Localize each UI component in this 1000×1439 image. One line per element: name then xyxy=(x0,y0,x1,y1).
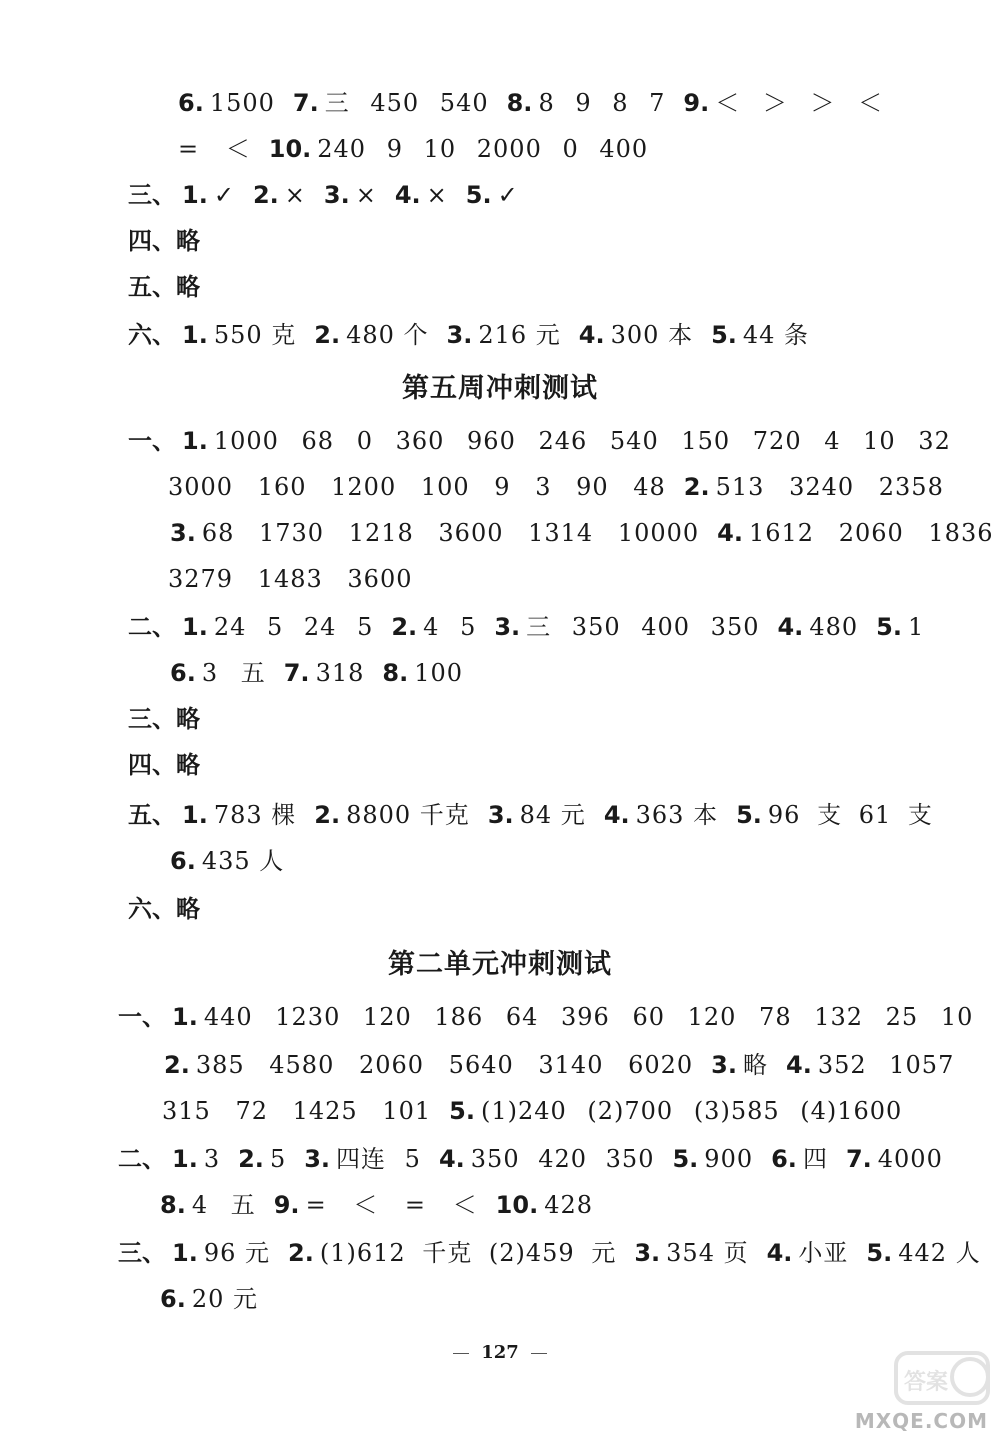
item-number: 4. xyxy=(603,801,630,829)
answer-line xyxy=(128,894,200,924)
answer-line xyxy=(164,518,994,548)
answer-line xyxy=(164,846,284,876)
answer-value: (1)612 千克 (2)459 元 xyxy=(319,1239,617,1267)
section-label: 三、 xyxy=(128,181,176,209)
answer-line xyxy=(118,1238,981,1268)
answer-value: 3 五 xyxy=(201,659,266,687)
item-number: 1. xyxy=(182,801,208,829)
answer-value: 315 72 1425 101 xyxy=(162,1097,432,1125)
item-number: 2. xyxy=(252,181,279,209)
item-number: 1. xyxy=(182,321,208,349)
item-number: 1. xyxy=(182,427,208,455)
item-number: 5. xyxy=(672,1145,699,1173)
item-number: 8. xyxy=(506,89,533,117)
answer-value: 略 xyxy=(743,1051,768,1079)
item-number: 3. xyxy=(170,519,196,547)
answer-value: 216 元 xyxy=(478,321,561,349)
item-number: 9. xyxy=(683,89,710,117)
answer-value: 96 元 xyxy=(203,1239,270,1267)
watermark-text: MXQE.COM xyxy=(854,1409,988,1433)
answer-line xyxy=(158,1050,954,1080)
answer-value: 44 条 xyxy=(742,321,810,349)
answer-value: 96 支 61 支 xyxy=(767,801,933,829)
item-number: 8. xyxy=(382,659,409,687)
item-number: 3. xyxy=(634,1239,661,1267)
item-number: 7. xyxy=(845,1145,872,1173)
item-number: 5. xyxy=(465,181,492,209)
item-number: 2. xyxy=(238,1145,264,1173)
answer-line xyxy=(168,564,413,594)
answer-value: × xyxy=(355,181,377,209)
answer-value: 略 xyxy=(176,273,200,301)
answer-value: 四连 5 xyxy=(336,1145,421,1173)
item-number: 2. xyxy=(164,1051,190,1079)
answer-value: 5 xyxy=(269,1145,287,1173)
answer-value: 20 元 xyxy=(191,1285,258,1313)
item-number: 4. xyxy=(786,1051,812,1079)
answer-line xyxy=(154,1284,258,1314)
item-number: 3. xyxy=(494,613,521,641)
answer-value: 354 页 xyxy=(666,1239,749,1267)
answer-value: 4 五 xyxy=(191,1191,256,1219)
item-number: 7. xyxy=(283,659,310,687)
answer-value: 1 xyxy=(907,613,925,641)
answer-value: 480 个 xyxy=(346,321,429,349)
section-title: 第二单元冲刺测试 xyxy=(388,949,612,980)
item-number: 5. xyxy=(876,613,902,641)
answer-value: 350 420 350 xyxy=(470,1145,655,1173)
item-number: 6. xyxy=(771,1145,797,1173)
item-number: 2. xyxy=(314,321,341,349)
answer-line xyxy=(128,180,519,210)
item-number: 10. xyxy=(495,1191,539,1219)
item-number: 3. xyxy=(323,181,350,209)
answer-value: 550 克 xyxy=(213,321,297,349)
answer-value: 352 1057 xyxy=(817,1051,955,1079)
answer-value: 84 元 xyxy=(519,801,586,829)
answer-value: 8 9 8 7 xyxy=(538,89,666,117)
item-number: 3. xyxy=(487,801,514,829)
answer-value: ✓ xyxy=(497,181,519,209)
section-label: 五、 xyxy=(128,273,176,301)
answer-value: 四 xyxy=(802,1145,828,1173)
section-label: 五、 xyxy=(128,801,176,829)
item-number: 4. xyxy=(394,181,421,209)
section-label: 三、 xyxy=(128,705,176,733)
answer-value: = ＜ xyxy=(178,135,251,163)
item-number: 4. xyxy=(777,613,804,641)
answer-value: × xyxy=(284,181,306,209)
answer-value: 略 xyxy=(176,751,200,779)
item-number: 1. xyxy=(172,1145,198,1173)
item-number: 3. xyxy=(711,1051,737,1079)
answer-value: 318 xyxy=(315,659,365,687)
answer-value: 68 1730 1218 3600 1314 10000 xyxy=(201,519,700,547)
answer-value: 900 xyxy=(704,1145,754,1173)
section-label: 四、 xyxy=(128,227,176,255)
answer-value: 513 3240 2358 xyxy=(715,473,944,501)
item-number: 6. xyxy=(178,89,204,117)
answer-line xyxy=(128,704,200,734)
section-title: 第五周冲刺测试 xyxy=(402,373,598,404)
answer-line xyxy=(128,426,951,456)
item-number: 8. xyxy=(160,1191,186,1219)
answer-line xyxy=(128,750,200,780)
answer-line xyxy=(128,612,924,642)
item-number: 4. xyxy=(717,519,743,547)
item-number: 6. xyxy=(170,659,196,687)
answer-value: 428 xyxy=(544,1191,593,1219)
item-number: 1. xyxy=(182,181,208,209)
answer-value: 24 5 24 5 xyxy=(213,613,374,641)
item-number: 2. xyxy=(314,801,341,829)
answer-value: ＜ ＞ ＞ ＜ xyxy=(715,89,884,117)
page-number-value: 127 xyxy=(481,1342,519,1363)
answer-value: 440 1230 120 186 64 396 60 120 78 132 25 10 xyxy=(203,1003,974,1031)
answer-line xyxy=(164,658,463,688)
answer-value: 略 xyxy=(176,705,200,733)
item-number: 7. xyxy=(292,89,319,117)
answer-line xyxy=(128,800,933,830)
section-label: 一、 xyxy=(118,1003,166,1031)
answer-value: 三 450 540 xyxy=(324,89,489,117)
answer-value: 300 本 xyxy=(610,321,694,349)
answer-value: 略 xyxy=(176,895,200,923)
item-number: 4. xyxy=(438,1145,465,1173)
item-number: 2. xyxy=(391,613,418,641)
answer-value: 1500 xyxy=(209,89,275,117)
answer-value: 385 4580 2060 5640 3140 6020 xyxy=(195,1051,694,1079)
answer-value: = ＜ = ＜ xyxy=(305,1191,478,1219)
item-number: 4. xyxy=(578,321,605,349)
answer-value: 1612 2060 1836 xyxy=(749,519,994,547)
answer-value: 783 棵 xyxy=(213,801,297,829)
answer-value: 1000 68 0 360 960 246 540 150 720 4 10 32 xyxy=(213,427,951,455)
item-number: 5. xyxy=(866,1239,893,1267)
item-number: 10. xyxy=(268,135,312,163)
item-number: 5. xyxy=(736,801,762,829)
section-label: 二、 xyxy=(118,1145,166,1173)
answer-value: 4 5 xyxy=(423,613,477,641)
section-label: 三、 xyxy=(118,1239,166,1267)
answer-value: 435 人 xyxy=(201,847,285,875)
page-number xyxy=(0,1342,1000,1363)
answer-value: 略 xyxy=(176,227,200,255)
svg-text:答案: 答案 xyxy=(904,1370,949,1395)
answer-value: 480 xyxy=(809,613,859,641)
section-label: 四、 xyxy=(128,751,176,779)
answer-value: 240 9 10 2000 0 400 xyxy=(317,135,649,163)
item-number: 3. xyxy=(304,1145,331,1173)
answer-line xyxy=(118,1144,943,1174)
section-label: 六、 xyxy=(128,321,176,349)
answer-value: 三 350 400 350 xyxy=(526,613,760,641)
answer-value: 4000 xyxy=(877,1145,943,1173)
answer-value: (1)240 (2)700 (3)585 (4)1600 xyxy=(480,1097,903,1125)
item-number: 1. xyxy=(172,1239,198,1267)
item-number: 6. xyxy=(170,847,196,875)
section-label: 一、 xyxy=(128,427,176,455)
item-number: 9. xyxy=(273,1191,300,1219)
section-label: 二、 xyxy=(128,613,176,641)
divider xyxy=(453,1353,469,1354)
answer-value: × xyxy=(426,181,448,209)
item-number: 5. xyxy=(711,321,737,349)
item-number: 5. xyxy=(449,1097,475,1125)
answer-value: 8800 千克 xyxy=(346,801,470,829)
answer-line xyxy=(128,272,200,302)
answer-line xyxy=(128,320,809,350)
answer-line xyxy=(172,88,883,118)
answer-value: 3 xyxy=(203,1145,221,1173)
answer-value: 442 人 xyxy=(898,1239,981,1267)
section-label: 六、 xyxy=(128,895,176,923)
item-number: 2. xyxy=(683,473,710,501)
item-number: 6. xyxy=(160,1285,186,1313)
answer-value: 小亚 xyxy=(798,1239,849,1267)
answer-value: 100 xyxy=(414,659,464,687)
item-number: 4. xyxy=(766,1239,793,1267)
answer-line xyxy=(162,1096,902,1126)
answer-line xyxy=(172,134,648,164)
answer-value: 3279 1483 3600 xyxy=(168,565,413,593)
answer-line xyxy=(154,1190,593,1220)
answer-line xyxy=(118,1002,973,1032)
item-number: 1. xyxy=(182,613,208,641)
answer-value: 363 本 xyxy=(635,801,719,829)
item-number: 3. xyxy=(446,321,473,349)
answer-line xyxy=(128,226,200,256)
answer-value: 3000 160 1200 100 9 3 90 48 xyxy=(168,473,666,501)
divider xyxy=(531,1353,547,1354)
answer-line xyxy=(168,472,944,502)
item-number: 1. xyxy=(172,1003,198,1031)
item-number: 2. xyxy=(288,1239,314,1267)
answer-value: ✓ xyxy=(213,181,235,209)
